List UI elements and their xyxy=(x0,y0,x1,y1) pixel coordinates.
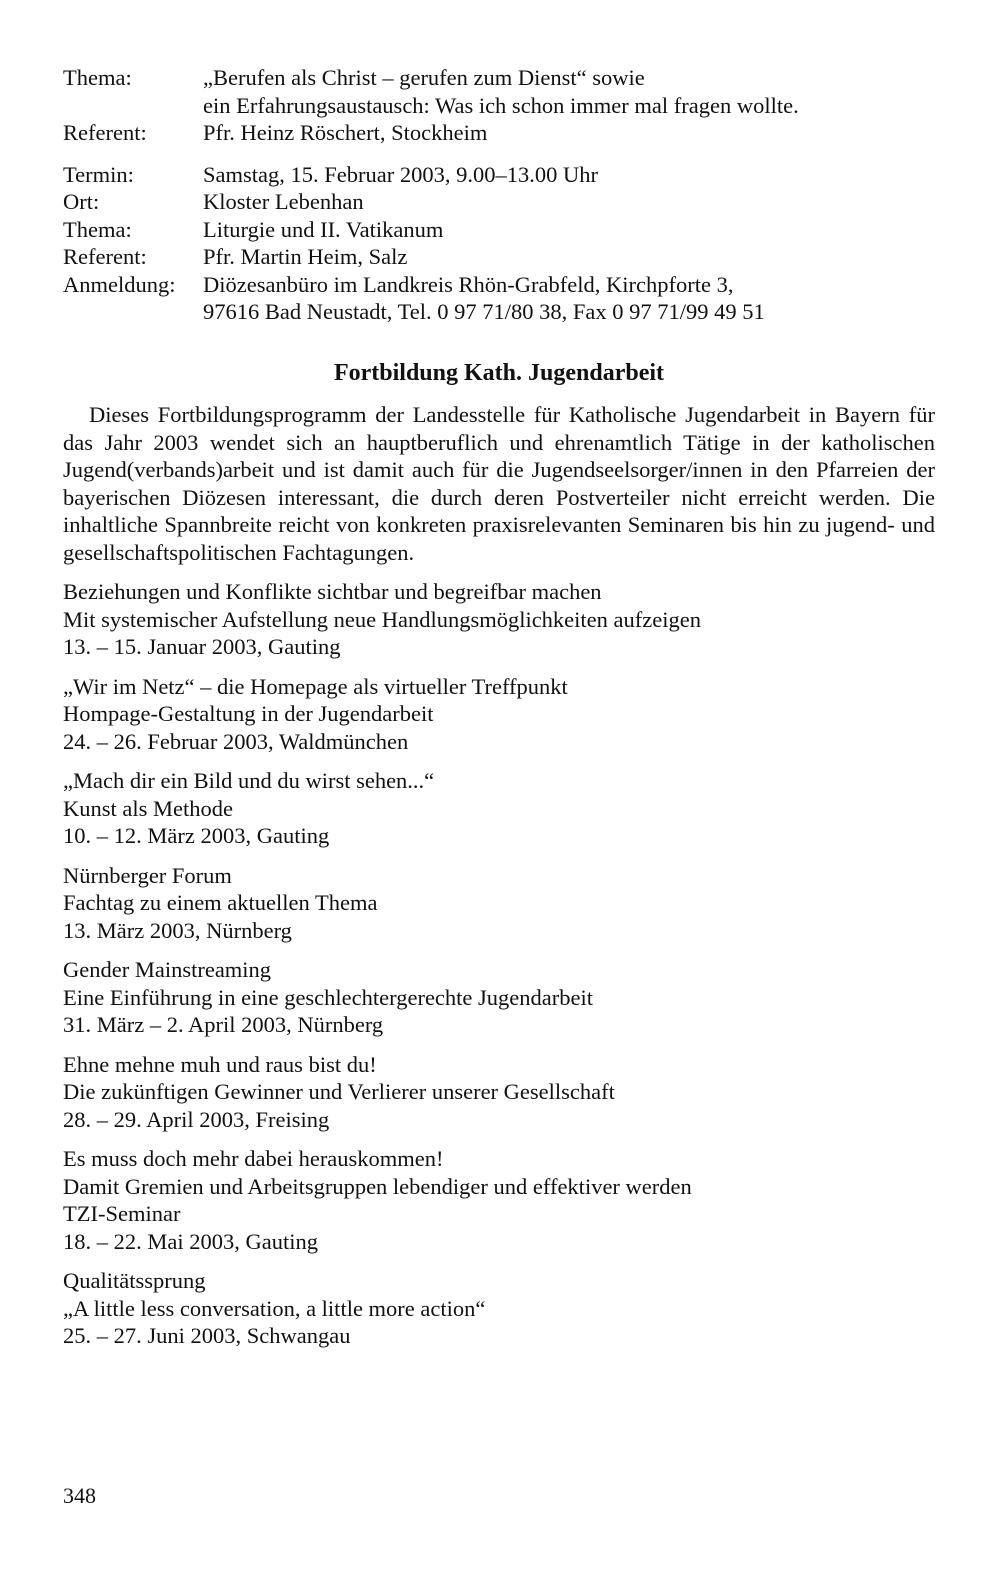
event-title: „Mach dir ein Bild und du wirst sehen...“ xyxy=(63,768,435,793)
detail-value-line: 97616 Bad Neustadt, Tel. 0 97 71/80 38, Fax 0 97 71/99 49 51 xyxy=(203,299,765,324)
detail-label: Termin: xyxy=(63,161,134,187)
detail-row xyxy=(63,243,935,271)
event-subtitle: Mit systemischer Aufstellung neue Handlungsmöglichkeiten aufzeigen xyxy=(63,606,701,632)
event-title: Beziehungen und Konflikte sichtbar und begreifbar machen xyxy=(63,579,602,604)
event-date: 18. – 22. Mai 2003, Gauting xyxy=(63,1228,318,1254)
detail-label: Thema: xyxy=(63,65,132,90)
event-entry xyxy=(63,673,935,756)
event-title: Qualitätssprung xyxy=(63,1268,206,1293)
detail-label: Referent: xyxy=(63,244,147,269)
detail-value xyxy=(203,161,935,189)
event-subtitle: Eine Einführung in eine geschlechtergerechte Jugendarbeit xyxy=(63,984,593,1010)
page-number: 348 xyxy=(63,1483,96,1508)
event-date: 28. – 29. April 2003, Freising xyxy=(63,1106,330,1132)
event-entry xyxy=(63,1051,935,1134)
event-title: Nürnberger Forum xyxy=(63,862,232,888)
detail-row xyxy=(63,271,935,326)
event-title: Ehne mehne muh und raus bist du! xyxy=(63,1051,377,1077)
event-entry xyxy=(63,1267,935,1350)
detail-row xyxy=(63,216,935,244)
event-title: Gender Mainstreaming xyxy=(63,957,272,982)
event-entry xyxy=(63,578,935,661)
section-heading: Fortbildung Kath. Jugendarbeit xyxy=(333,359,665,386)
detail-label: Ort: xyxy=(63,189,100,214)
detail-row xyxy=(63,161,935,189)
event-date: 31. März – 2. April 2003, Nürnberg xyxy=(63,1012,384,1037)
detail-row xyxy=(63,64,935,119)
block-spacer xyxy=(63,147,935,161)
detail-label: Anmeldung: xyxy=(63,271,176,297)
event-date: 10. – 12. März 2003, Gauting xyxy=(63,823,330,848)
event-date: 25. – 27. Juni 2003, Schwangau xyxy=(63,1323,351,1348)
detail-value-line: Pfr. Martin Heim, Salz xyxy=(203,244,408,269)
detail-label: Referent: xyxy=(63,120,147,145)
document-page xyxy=(63,64,935,1362)
event-date: 13. – 15. Januar 2003, Gauting xyxy=(63,634,341,659)
event-subtitle: Damit Gremien und Arbeitsgruppen lebendiger und effektiver werden xyxy=(63,1173,692,1199)
detail-value-line: ein Erfahrungsaustausch: Was ich schon immer mal fragen wollte. xyxy=(203,92,799,118)
event-details-block-1 xyxy=(63,64,935,147)
detail-value-line: Diözesanbüro im Landkreis Rhön-Grabfeld, Kirchpforte 3, xyxy=(203,271,734,297)
event-subtitle: Fachtag zu einem aktuellen Thema xyxy=(63,890,378,915)
detail-value-line: Samstag, 15. Februar 2003, 9.00–13.00 Uhr xyxy=(203,161,598,187)
event-date: 24. – 26. Februar 2003, Waldmünchen xyxy=(63,728,409,754)
detail-value xyxy=(203,119,935,147)
event-subtitle: Hompage-Gestaltung in der Jugendarbeit xyxy=(63,701,434,726)
detail-value xyxy=(203,216,935,244)
event-entry xyxy=(63,767,935,850)
detail-value xyxy=(203,64,935,119)
detail-value-line: Kloster Lebenhan xyxy=(203,189,364,214)
event-details-block-2 xyxy=(63,161,935,326)
detail-row xyxy=(63,188,935,216)
intro-paragraph: Dieses Fortbildungsprogramm der Landesstelle für Katholische Jugendarbeit in Bayern für das Jahr 2003 wendet sich an hauptberuflich und ehrenamtlich Tätige in der katholischen Jugend(verbands)arbeit und ist damit auch für die Jugendseelsorger/innen in den Pfarreien der bayerischen Diözesen interessant, die durch deren Postverteiler nicht erreicht werden. Die inhaltliche Spannbreite reicht von konkreten praxisrelevanten Seminaren bis hin zu jugend- und gesellschaftspolitischen Fachtagungen. xyxy=(63,402,935,565)
detail-value xyxy=(203,271,935,326)
detail-value-line: Liturgie und II. Vatikanum xyxy=(203,216,444,242)
event-format: TZI-Seminar xyxy=(63,1201,181,1226)
detail-value-line: Pfr. Heinz Röschert, Stockheim xyxy=(203,120,488,145)
event-subtitle: „A little less conversation, a little more action“ xyxy=(63,1295,486,1321)
event-title: „Wir im Netz“ – die Homepage als virtueller Treffpunkt xyxy=(63,673,568,699)
event-subtitle: Kunst als Methode xyxy=(63,795,233,821)
detail-value xyxy=(203,188,935,216)
event-entry xyxy=(63,1145,935,1255)
event-title: Es muss doch mehr dabei herauskommen! xyxy=(63,1146,444,1171)
event-entry xyxy=(63,956,935,1039)
detail-row xyxy=(63,119,935,147)
detail-label: Thema: xyxy=(63,216,132,242)
event-date: 13. März 2003, Nürnberg xyxy=(63,917,292,943)
event-entry xyxy=(63,862,935,945)
detail-value xyxy=(203,243,935,271)
event-subtitle: Die zukünftigen Gewinner und Verlierer unserer Gesellschaft xyxy=(63,1079,615,1104)
detail-value-line: „Berufen als Christ – gerufen zum Dienst“ sowie xyxy=(203,65,645,90)
